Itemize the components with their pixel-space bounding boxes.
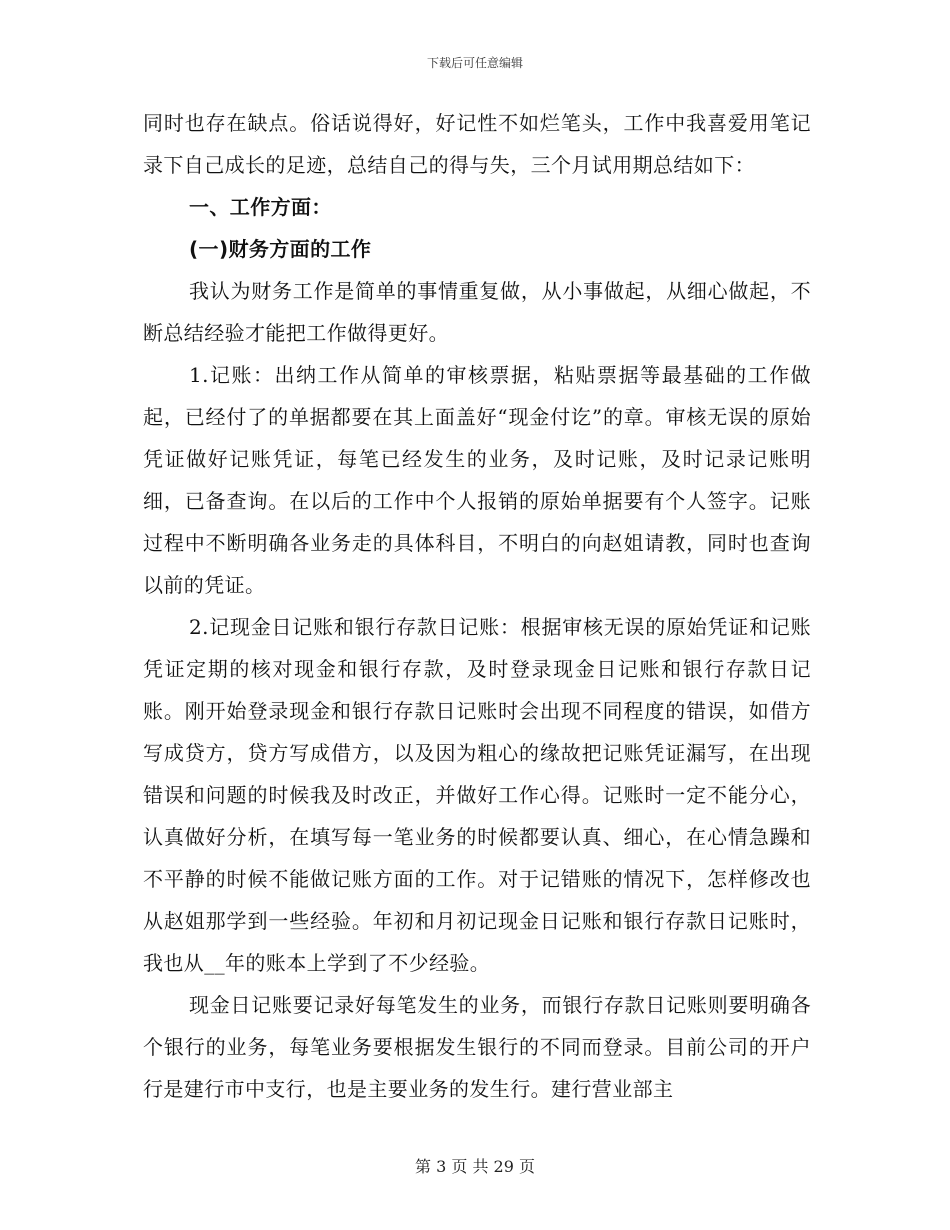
page-number: 第 3 页 共 29 页 <box>415 1157 535 1176</box>
paragraph-finance-work: 我认为财务工作是简单的事情重复做，从小事做起，从细心做起，不断总结经验才能把工作做得更好。 <box>143 279 811 345</box>
paragraph-cash-journal: 现金日记账要记录好每笔发生的业务，而银行存款日记账则要明确各个银行的业务，每笔业务要根据发生银行的不同而登录。目前公司的开户行是建行市中支行，也是主要业务的发生行。建行营业部主 <box>143 993 811 1101</box>
page-header-note: 下载后可任意编辑 <box>426 56 523 70</box>
section-heading: 一、工作方面： <box>189 195 332 219</box>
paragraph-bookkeeping: 1.记账：出纳工作从简单的审核票据，粘贴票据等最基础的工作做起，已经付了的单据都要在其上面盖好“现金付讫”的章。审核无误的原始凭证做好记账凭证，每笔已经发生的业务，及时记账，及时记录记账明细，已备查询。在以后的工作中个人报销的原始单据要有个人签字。记账过程中不断明确各业务走的具体科目，不明白的向赵姐请教，同时也查询以前的凭证。 <box>143 363 811 597</box>
document-body <box>143 102 811 1110</box>
subsection-heading: (一)财务方面的工作 <box>189 237 372 261</box>
paragraph-journal: 2.记现金日记账和银行存款日记账：根据审核无误的原始凭证和记账凭证定期的核对现金和银行存款，及时登录现金日记账和银行存款日记账。刚开始登录现金和银行存款日记账时会出现不同程度的错误，如借方写成贷方，贷方写成借方，以及因为粗心的缘故把记账凭证漏写，在出现错误和问题的时候我及时改正，并做好工作心得。记账时一定不能分心，认真做好分析，在填写每一笔业务的时候都要认真、细心，在心情急躁和不平静的时候不能做记账方面的工作。对于记错账的情况下，怎样修改也从赵姐那学到一些经验。年初和月初记现金日记账和银行存款日记账时，我也从__年的账本上学到了不少经验。 <box>143 615 811 975</box>
paragraph-intro: 同时也存在缺点。俗话说得好，好记性不如烂笔头，工作中我喜爱用笔记录下自己成长的足迹，总结自己的得与失，三个月试用期总结如下： <box>143 111 811 177</box>
